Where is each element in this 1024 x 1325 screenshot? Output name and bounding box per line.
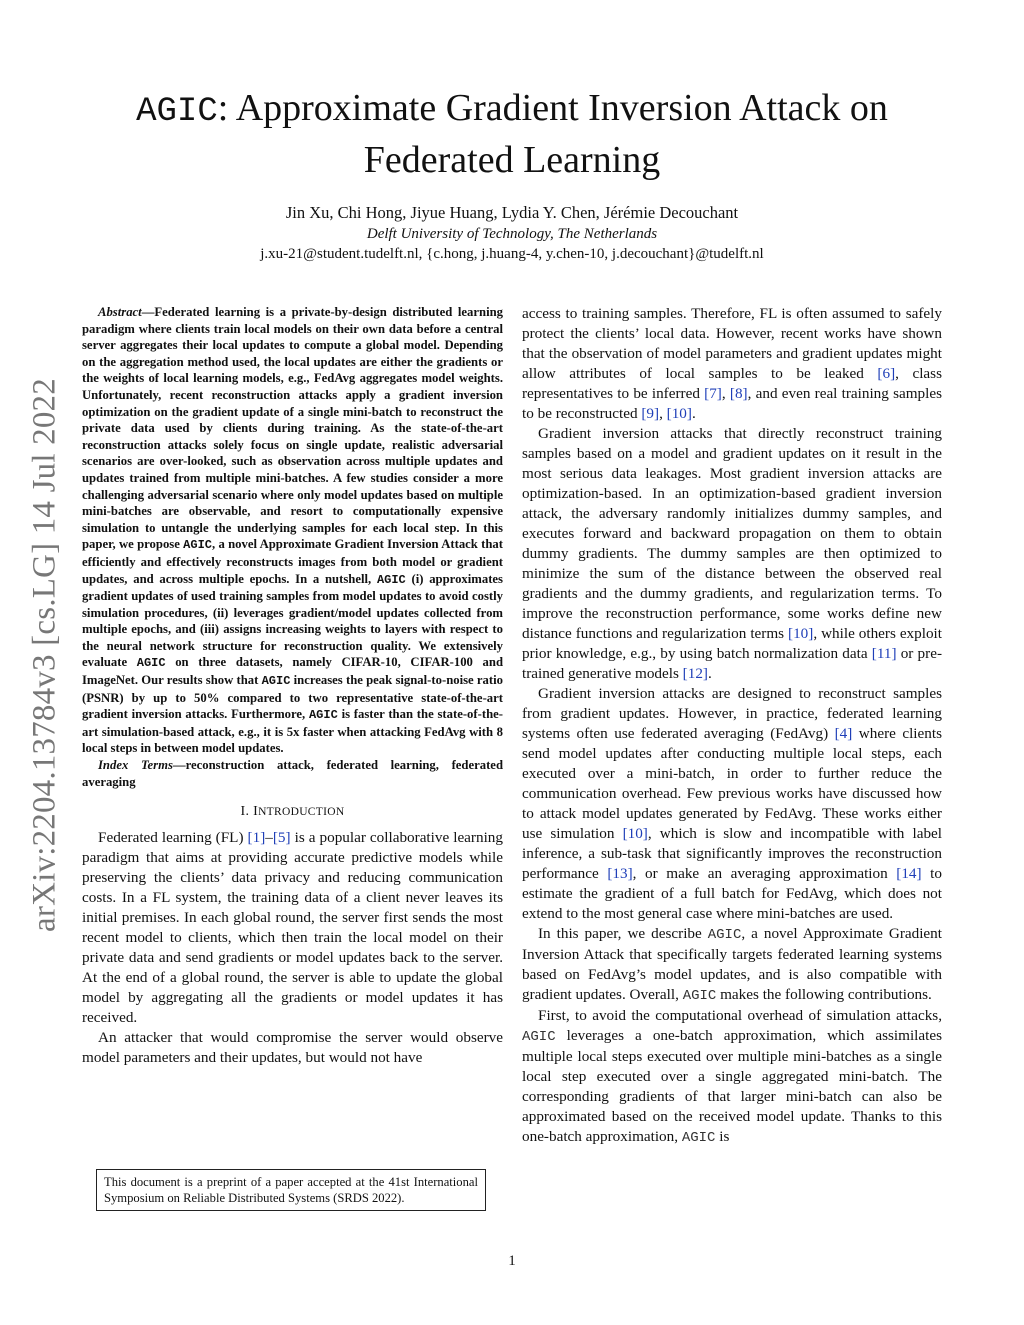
intro-paragraph-5 <box>522 924 942 1006</box>
intro-paragraph-1 <box>82 828 503 1028</box>
agic-acronym: AGIC <box>707 927 742 943</box>
citation-link[interactable]: [8] <box>729 385 748 402</box>
abstract <box>82 304 503 757</box>
agic-acronym: AGIC <box>681 1130 716 1146</box>
abstract-acronym: AGIC <box>183 538 212 553</box>
abstract-acronym: AGIC <box>308 708 338 723</box>
citation-link[interactable]: [10] <box>622 825 648 842</box>
paragraph-text: First, to avoid the computational overhead of simulation attacks, <box>538 1007 942 1024</box>
abstract-text: —Federated learning is a private-by-design distributed learning paradigm where clients train local models on their own data before a central server aggregates their local updates to compute a global model. Depending on the aggregation method used, the local updates are either the gradients or the weights of local learning models, e.g., FedAvg aggregates model weights. Unfortunately, recent reconstruction attacks apply a gradient inversion optimization on the gradient update of a single mini-batch to reconstruct the private data used by clients during training. As the state-of-the-art reconstruction attacks solely focus on single update, realistic adversarial scenarios are over-looked, such as observation across multiple updates and updates trained from multiple mini-batches. A few studies consider a more challenging adversarial scenario where only model updates based on multiple mini-batches are observable, and resort to computationally expensive simulation to untangle the underlying samples for each local step. In this paper, we propose <box>82 305 503 552</box>
paragraph-text: leverages a one-batch approximation, which assimilates multiple local steps executed over multiple mini-batches as a single local step executed over a single aggregated mini-batch. The corresponding gradients of that larger mini-batch can also be approximated based on the received model update. Thanks to this one-batch approximation, <box>522 1027 942 1145</box>
section-numeral: I. I <box>240 804 259 820</box>
title-text: : Approximate Gradient Inversion Attack on Federated Learning <box>217 87 888 181</box>
citation-link[interactable]: [1] <box>247 829 266 847</box>
abstract-text: on three datasets, namely CIFAR-10, CIFAR-100 and ImageNet. Our results show that <box>82 655 503 688</box>
abstract-acronym: AGIC <box>261 674 291 689</box>
citation-link[interactable]: [5] <box>272 829 291 847</box>
agic-acronym: AGIC <box>522 1029 556 1045</box>
paragraph-text: , and even real training samples to be reconstructed <box>522 385 943 422</box>
citation-link[interactable]: [14] <box>896 865 922 882</box>
citation-link[interactable]: [10] <box>666 405 692 422</box>
citation-link[interactable]: [13] <box>607 865 633 882</box>
citation-link[interactable]: [7] <box>704 385 722 402</box>
intro-paragraph-4 <box>522 684 942 924</box>
abstract-text: , a novel Approximate Gradient Inversion Attack that efficiently and effectively reconstructs images from both model or gradient updates, and across multiple epochs. In a nutshell, <box>82 537 503 586</box>
abstract-label: Abstract <box>98 305 142 319</box>
abstract-text: is faster than the state-of-the-art simulation-based attack, e.g., it is 5x faster when attacking FedAvg with 8 local steps in between model updates. <box>82 707 503 756</box>
arxiv-id-text: arXiv:2204.13784v3 [cs.LG] 14 Jul 2022 <box>26 378 63 932</box>
index-terms-text: —reconstruction attack, federated learning, federated averaging <box>82 758 503 789</box>
preprint-footnote: This document is a preprint of a paper accepted at the 41st International Symposium on Reliable Distributed Systems (SRDS 2022). <box>96 1169 486 1211</box>
paragraph-text: is <box>715 1128 730 1145</box>
citation-link[interactable]: [9] <box>641 405 660 422</box>
citation-link[interactable]: [12] <box>682 665 708 682</box>
paragraph-text: . <box>691 405 696 422</box>
intro-paragraph-6 <box>522 1006 942 1148</box>
title-acronym: AGIC <box>136 93 218 131</box>
right-column <box>522 304 942 1148</box>
paragraph-text: access to training samples. Therefore, FL is often assumed to safely protect the clients’ local data. However, recent works have shown that the observation of model parameters and gradient updates might allow attributes of local samples to be leaked <box>522 305 942 382</box>
citation-link[interactable]: [10] <box>788 625 814 642</box>
paper-title <box>90 84 934 184</box>
paragraph-text: Gradient inversion attacks that directly reconstruct training samples based on a model and gradient updates on it result in the most serious data leakages. Most gradient inversion attacks are optimization-based. In an optimization-based gradient inversion attack, the adversary randomly initializes dummy samples, and executes forward and backward propagation on them to obtain dummy gradients. The dummy samples are then optimized to minimize the sum of the distance between the observed real gradients and the dummy gradients, and regularization terms. To improve the reconstruction performance, some works define new distance functions and regularization terms <box>522 425 942 642</box>
left-column <box>82 304 503 1068</box>
abstract-acronym: AGIC <box>136 656 166 671</box>
page-number: 1 <box>508 1253 516 1269</box>
paragraph-text: to estimate the gradient of a full batch for FedAvg, which does not extend to the most general case where mini-batches are used. <box>522 865 942 922</box>
paragraph-text: where clients send model updates after conducting multiple local steps, each executed over a mini-batch, in order to further reduce the communication overhead. Few previous works have discussed how to attack model updates generated by FedAvg. These works either use simulation <box>522 725 942 842</box>
paragraph-text: , a novel Approximate Gradient Inversion Attack that specifically targets federated learning systems based on FedAvg’s model updates, and is also compatible with gradient updates. Overall, <box>522 925 942 1003</box>
intro-paragraph-2: An attacker that would compromise the server would observe model parameters and their updates, but would not have <box>82 1029 503 1067</box>
paragraph-text: In this paper, we describe <box>538 925 708 942</box>
agic-acronym: AGIC <box>682 988 717 1004</box>
author-list: Jin Xu, Chi Hong, Jiyue Huang, Lydia Y. Chen, Jérémie Decouchant <box>285 203 739 222</box>
paragraph-text: is a popular collaborative learning paradigm that aims at providing accurate predictive models while preserving the clients’ data privacy and reducing communication costs. In a FL system, the training data of a client never leaves its initial premises. In each global round, the server first sends the most recent model to clients, which then train the local model on their private data and send gradients or model updates back to the server. At the end of a global round, the server is able to update the global model by aggregating all the gradients or model updates it has received. <box>82 829 503 1027</box>
citation-link[interactable]: [11] <box>871 645 897 662</box>
index-terms-label: Index Terms <box>98 758 173 773</box>
paragraph-text: makes the following contributions. <box>716 986 932 1003</box>
arxiv-side-identifier <box>20 365 70 945</box>
citation-link[interactable]: [4] <box>834 725 853 742</box>
paragraph-text: Federated learning (FL) <box>98 829 248 847</box>
index-terms <box>82 757 503 790</box>
affiliation: Delft University of Technology, The Netherlands <box>366 226 658 242</box>
citation-link[interactable]: [6] <box>877 365 896 382</box>
abstract-acronym: AGIC <box>376 572 406 587</box>
intro-paragraph-3 <box>522 424 942 684</box>
paragraph-text: or pre-trained generative models <box>522 645 942 682</box>
author-emails: j.xu-21@student.tudelft.nl, {c.hong, j.huang-4, y.chen-10, j.decouchant}@tudelft.nl <box>260 246 764 262</box>
abstract-text: increases the peak signal-to-noise ratio (PSNR) by up to 50% compared to two representative state-of-the-art gradient inversion attacks. Furthermore, <box>82 673 503 722</box>
paragraph-text: . <box>707 665 712 682</box>
paragraph-text: , class representatives to be inferred <box>522 365 942 402</box>
paragraph-text: , or make an averaging approximation <box>632 865 897 882</box>
abstract-text: (i) approximates gradient updates of used training samples from model updates to avoid costly simulation procedures, (ii) leverages gradient/model updates collected from multiple epochs, and (iii) assigns increasing weights to layers with respect to the neural network structure for reconstruction quality. We extensively evaluate <box>82 571 503 670</box>
section-title-smallcaps: NTRODUCTION <box>258 806 345 819</box>
paragraph-text: , <box>721 385 730 402</box>
paragraph-text: , which is slow and incompatible with label inference, a sub-task that significantly improves the reconstruction performance <box>522 825 942 882</box>
paragraph-text: , while others exploit prior knowledge, e.g., by using batch normalization data <box>522 625 942 662</box>
intro-paragraph-continued <box>522 304 942 424</box>
section-heading-introduction <box>82 804 503 820</box>
paragraph-text: – <box>265 829 273 847</box>
paragraph-text: Gradient inversion attacks are designed to reconstruct samples from gradient updates. However, in practice, federated learning systems often use federated averaging (FedAvg) <box>522 685 942 742</box>
paragraph-text: , <box>659 405 667 422</box>
